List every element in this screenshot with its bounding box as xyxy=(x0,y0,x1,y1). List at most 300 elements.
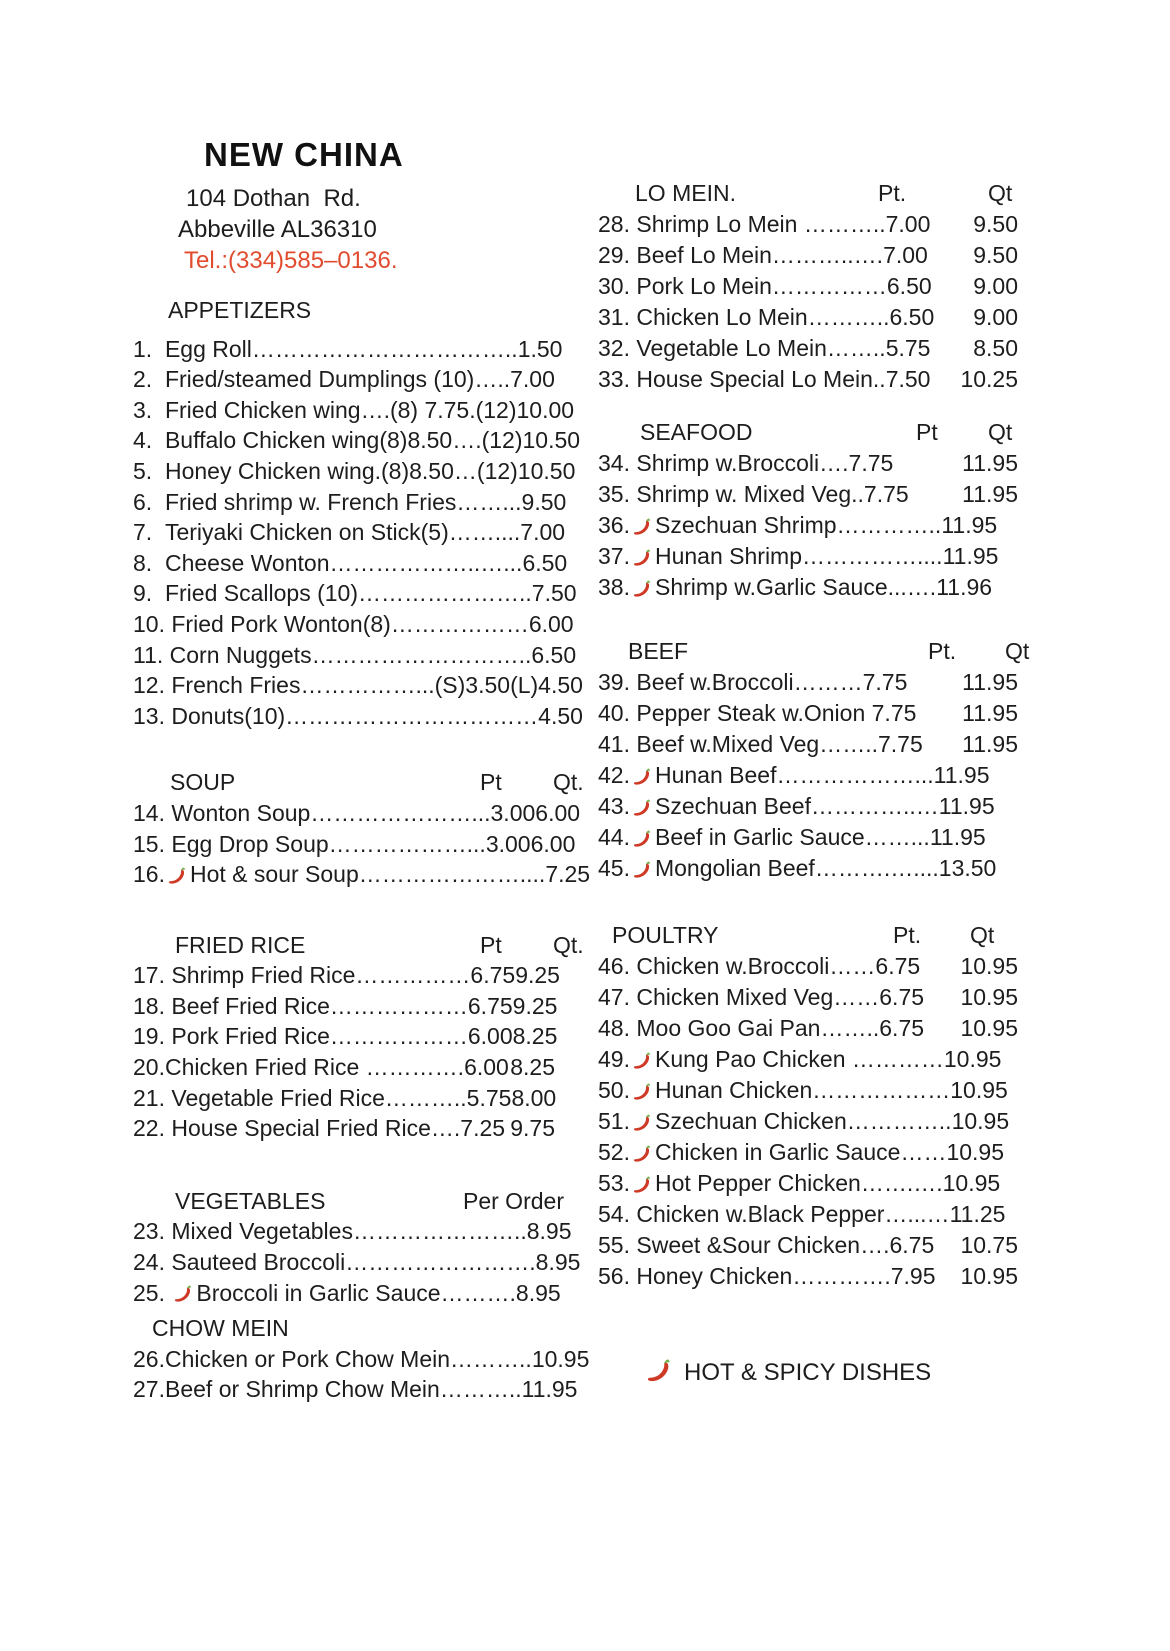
dot-leader: …….. xyxy=(820,1015,880,1041)
pt-column-label: Pt xyxy=(916,419,938,445)
dot-leader: ……………… xyxy=(812,1077,951,1103)
item-number: 51. xyxy=(598,1108,630,1134)
qt-column-label: Qt xyxy=(970,922,995,948)
item-pt-price: (12)10.50 xyxy=(481,427,581,454)
dot-leader: ……….. xyxy=(439,1376,522,1403)
menu-item-row xyxy=(598,364,1018,395)
dot-leader: …………… xyxy=(355,962,471,989)
item-name: Beef in Garlic Sauce xyxy=(654,824,865,850)
dot-leader: …… xyxy=(833,984,880,1010)
item-name: Chicken Fried Rice xyxy=(164,1054,366,1081)
dot-leader: …………….... xyxy=(802,543,943,569)
item-name: Sweet &Sour Chicken xyxy=(636,1232,861,1258)
item-pt-price: 7.75 xyxy=(871,700,917,726)
item-pt-price: 3.00 xyxy=(485,830,531,857)
item-name: Mongolian Beef xyxy=(654,855,815,881)
chili-pepper-icon xyxy=(631,859,654,882)
item-number: 12. xyxy=(133,672,172,699)
item-qt-price: 6.00 xyxy=(535,799,581,826)
item-number: 48. xyxy=(598,1015,637,1041)
item-name: Hot & sour Soup xyxy=(189,861,359,888)
section-title: APPETIZERS xyxy=(168,297,312,323)
item-pt-price: 11.95 xyxy=(929,824,986,850)
dot-leader: …. xyxy=(430,1115,461,1142)
pt-column-label: Pt. xyxy=(893,922,922,948)
item-qt-price: 11.95 xyxy=(962,669,1018,695)
section-header xyxy=(133,295,555,326)
dot-leader: ………… xyxy=(851,1046,944,1072)
dot-leader: …...… xyxy=(884,1201,950,1227)
menu-item-row xyxy=(133,1052,555,1083)
item-pt-price: 6.50 xyxy=(889,304,935,330)
item-pt-price: 7.75 xyxy=(862,669,908,695)
item-pt-price: 6.75 xyxy=(879,984,925,1010)
item-name: Hunan Chicken xyxy=(654,1077,813,1103)
menu-item-row xyxy=(133,425,581,456)
item-name: Pork Lo Mein xyxy=(636,273,772,299)
item-number: 7. xyxy=(133,519,165,546)
dot-leader: ………………….. xyxy=(352,1218,527,1245)
chili-pepper-icon xyxy=(631,547,654,570)
menu-item-row xyxy=(598,209,1018,240)
item-number: 30. xyxy=(598,273,637,299)
item-qt-price: 11.95 xyxy=(962,450,1018,476)
item-number: 38. xyxy=(598,574,630,600)
item-pt-price: (S)3.50(L)4.50 xyxy=(434,672,583,699)
menu-item-row xyxy=(598,951,1018,982)
menu-item-row xyxy=(133,960,560,991)
item-name: Beef Fried Rice xyxy=(171,992,330,1019)
menu-item-row xyxy=(133,334,563,365)
item-pt-price: 7.25 xyxy=(545,861,591,888)
chili-pepper-icon xyxy=(631,1174,654,1197)
item-pt-price: 5.75 xyxy=(466,1084,512,1111)
item-pt-price: 6.75 xyxy=(467,992,513,1019)
item-qt-price: 8.25 xyxy=(510,1054,555,1081)
item-pt-price: 11.95 xyxy=(938,793,995,819)
dot-leader: …. xyxy=(819,450,849,476)
item-number: 33. xyxy=(598,366,637,392)
menu-item-row xyxy=(133,609,574,640)
item-qt-price: 8.50 xyxy=(973,335,1018,361)
restaurant-name: NEW CHINA xyxy=(204,136,404,173)
dot-leader: …. xyxy=(360,396,390,423)
item-name: Fried Pork Wonton(8) xyxy=(171,610,391,637)
item-pt-price: 7.00 xyxy=(510,366,555,393)
item-name: Fried Scallops (10) xyxy=(164,580,358,607)
menu-item-row xyxy=(133,1021,558,1052)
menu-item-row xyxy=(598,982,1018,1013)
item-pt-price: 7.50 xyxy=(531,580,577,607)
menu-item-row xyxy=(133,1113,555,1144)
section-title: CHOW MEIN xyxy=(152,1315,289,1342)
item-number: 47. xyxy=(598,984,637,1010)
section-header xyxy=(133,767,584,798)
item-name: Chicken or Pork Chow Mein xyxy=(164,1345,451,1372)
item-number: 20. xyxy=(133,1054,165,1081)
dot-leader: ……….. xyxy=(807,304,890,330)
chili-pepper-icon xyxy=(172,1283,195,1306)
dot-leader: ………. xyxy=(440,1279,516,1306)
section-header xyxy=(598,178,1018,209)
item-pt-price: 11.95 xyxy=(933,762,990,788)
menu-item-row xyxy=(598,791,1018,822)
chili-pepper-icon xyxy=(631,578,654,601)
item-name: Corn Nuggets xyxy=(169,641,312,668)
section-title: VEGETABLES xyxy=(175,1187,326,1214)
dot-leader: …. xyxy=(452,427,482,454)
dot-leader: ……... xyxy=(864,824,930,850)
menu-item-row xyxy=(598,1106,1018,1137)
menu-item-row xyxy=(598,1168,1018,1199)
item-name: Shrimp w.Garlic Sauce xyxy=(654,574,888,600)
item-name: Chicken Mixed Veg xyxy=(636,984,834,1010)
address-block xyxy=(178,183,404,276)
menu-item-row xyxy=(133,456,576,487)
item-qt-price: 9.50 xyxy=(973,211,1018,237)
item-number: 2. xyxy=(133,366,165,393)
item-name: Hot Pepper Chicken xyxy=(654,1170,861,1196)
menu-section-lomein xyxy=(598,178,1018,395)
menu-section-beef xyxy=(598,636,1030,884)
item-name: Honey Chicken wing.(8)8.50 xyxy=(164,457,454,484)
item-name: Shrimp w.Broccoli xyxy=(636,450,820,476)
section-header xyxy=(598,920,1018,951)
menu-item-row xyxy=(598,572,1018,603)
item-name: Mixed Vegetables xyxy=(171,1218,353,1245)
item-pt-price: (8) 7.75.(12)10.00 xyxy=(389,396,575,423)
chili-pepper-icon xyxy=(631,766,654,789)
menu-column-left xyxy=(133,295,591,1405)
section-title: FRIED RICE xyxy=(175,931,306,958)
item-pt-price: 10.95 xyxy=(951,1108,1010,1134)
item-qt-price: 9.50 xyxy=(973,242,1018,268)
menu-header xyxy=(178,136,404,276)
item-number: 41. xyxy=(598,731,637,757)
item-qt-price: 9.00 xyxy=(973,273,1018,299)
menu-item-row xyxy=(133,364,555,395)
item-number: 10. xyxy=(133,610,172,637)
item-pt-price: 6.75 xyxy=(889,1232,935,1258)
item-number: 21. xyxy=(133,1084,172,1111)
item-name: Hunan Shrimp xyxy=(654,543,803,569)
dot-leader: …………………………….. xyxy=(251,335,518,362)
menu-item-row xyxy=(598,1044,1018,1075)
qt-column-label: Qt. xyxy=(553,769,584,796)
item-qt-price: 10.95 xyxy=(960,1015,1018,1041)
item-name: Pepper Steak w.Onion xyxy=(636,700,866,726)
item-name: Pork Fried Rice xyxy=(171,1023,330,1050)
item-number: 11. xyxy=(133,641,170,668)
item-pt-price: 8.95 xyxy=(515,1279,561,1306)
hot-spicy-legend-label: HOT & SPICY DISHES xyxy=(684,1359,932,1386)
item-number: 18. xyxy=(133,992,172,1019)
pt-column-label: Pt. xyxy=(878,180,907,206)
menu-item-row xyxy=(133,578,577,609)
dot-leader: ………………..…... xyxy=(329,549,523,576)
qt-column-label: Per Order xyxy=(463,1187,564,1214)
dot-leader: ……………… xyxy=(329,992,468,1019)
dot-leader: …………………... xyxy=(310,799,491,826)
dot-leader: ……... xyxy=(456,488,522,515)
chili-pepper-icon xyxy=(631,1143,654,1166)
dot-leader: ……………………….. xyxy=(311,641,532,668)
qt-column-label: Qt. xyxy=(553,931,584,958)
item-name: House Special Lo Mein xyxy=(636,366,873,392)
item-pt-price: 1.50 xyxy=(517,335,563,362)
item-number: 42. xyxy=(598,762,630,788)
item-pt-price: 3.00 xyxy=(490,799,536,826)
item-number: 44. xyxy=(598,824,630,850)
menu-item-row xyxy=(133,1344,590,1375)
menu-item-row xyxy=(133,701,583,732)
dot-leader: ……………… xyxy=(390,610,529,637)
dot-leader: …….... xyxy=(448,519,521,546)
item-qt-price: 9.75 xyxy=(510,1115,555,1142)
dot-leader: …………… xyxy=(771,273,887,299)
item-qt-price: 8.00 xyxy=(511,1084,557,1111)
item-pt-price: 7.75 xyxy=(878,731,923,757)
item-pt-price: 6.50 xyxy=(531,641,577,668)
item-pt-price: 10.95 xyxy=(946,1139,1004,1165)
dot-leader: …….…. xyxy=(860,1170,943,1196)
item-pt-price: 6.50 xyxy=(522,549,568,576)
menu-item-row xyxy=(598,1013,1018,1044)
menu-item-row xyxy=(133,1083,555,1114)
qt-column-label: Qt xyxy=(988,419,1013,445)
menu-section-soup xyxy=(133,767,591,889)
item-number: 54. xyxy=(598,1201,637,1227)
section-title: POULTRY xyxy=(612,922,719,948)
item-pt-price: 4.50 xyxy=(538,702,583,729)
dot-leader: ……….. xyxy=(803,211,886,237)
menu-item-row xyxy=(133,395,575,426)
section-title: BEEF xyxy=(628,638,689,664)
menu-item-row xyxy=(598,760,1018,791)
dot-leader: ………………... xyxy=(328,830,486,857)
item-number: 46. xyxy=(598,953,637,979)
item-pt-price: 8.95 xyxy=(535,1249,581,1276)
item-number: 32. xyxy=(598,335,637,361)
dot-leader: .. xyxy=(872,366,886,392)
chili-pepper-icon xyxy=(166,865,189,888)
item-name: House Special Fried Rice xyxy=(171,1115,431,1142)
item-qt-price: 11.95 xyxy=(962,731,1018,757)
item-pt-price: 6.50 xyxy=(886,273,932,299)
item-qt-price: 10.95 xyxy=(960,953,1018,979)
dot-leader: ………………….. xyxy=(358,580,532,607)
menu-section-friedrice xyxy=(133,930,584,1144)
item-name: Beef w.Mixed Veg xyxy=(636,731,820,757)
item-name: Vegetable Fried Rice xyxy=(171,1084,385,1111)
dot-leader: ……… xyxy=(793,669,863,695)
item-number: 13. xyxy=(133,702,172,729)
item-qt-price: 8.25 xyxy=(512,1023,558,1050)
dot-leader: …. xyxy=(860,1232,890,1258)
item-name: Moo Goo Gai Pan xyxy=(636,1015,821,1041)
dot-leader: ……….. xyxy=(450,1345,532,1372)
menu-item-row xyxy=(598,1137,1018,1168)
item-pt-price: 6.00 xyxy=(464,1054,509,1081)
item-qt-price: 11.95 xyxy=(962,481,1018,507)
dot-leader: ……………... xyxy=(300,672,435,699)
dot-leader: ……………… xyxy=(329,1023,468,1050)
item-number: 45. xyxy=(598,855,630,881)
item-name: Chicken Lo Mein xyxy=(636,304,808,330)
item-number: 43. xyxy=(598,793,630,819)
dot-leader: .. xyxy=(851,481,864,507)
menu-item-row xyxy=(598,729,1018,760)
item-name: Beef Lo Mein xyxy=(636,242,772,268)
item-number: 25. xyxy=(133,1279,172,1306)
item-number: 26. xyxy=(133,1345,165,1372)
dot-leader: ………….. xyxy=(846,1108,952,1134)
menu-item-row xyxy=(133,487,567,518)
dot-leader: ...…. xyxy=(887,574,937,600)
menu-item-row xyxy=(133,798,581,829)
item-name: Kung Pao Chicken xyxy=(654,1046,852,1072)
menu-column-right xyxy=(598,178,1030,1390)
item-number: 3. xyxy=(133,396,165,423)
menu-item-row xyxy=(598,240,1018,271)
menu-item-row xyxy=(133,1247,581,1278)
menu-section-seafood xyxy=(598,417,1018,603)
menu-section-appetizers xyxy=(133,295,583,731)
item-number: 1. xyxy=(133,335,165,362)
menu-item-row xyxy=(598,510,1018,541)
chili-pepper-icon xyxy=(643,1356,684,1390)
item-number: 14. xyxy=(133,799,172,826)
item-name: Sauteed Broccoli xyxy=(171,1249,346,1276)
item-pt-price: 7.95 xyxy=(890,1263,936,1289)
item-number: 36. xyxy=(598,512,630,538)
pt-column-label: Pt. xyxy=(928,638,957,664)
item-name: Egg Drop Soup xyxy=(171,830,329,857)
item-name: Fried shrimp w. French Fries xyxy=(164,488,457,515)
item-name: Broccoli in Garlic Sauce xyxy=(196,1279,441,1306)
menu-item-row xyxy=(598,333,1018,364)
item-number: 24. xyxy=(133,1249,172,1276)
menu-section-poultry xyxy=(598,920,1018,1292)
item-qt-price: 10.25 xyxy=(960,366,1018,392)
item-pt-price: 8.95 xyxy=(526,1218,572,1245)
section-header xyxy=(598,417,1018,448)
section-header xyxy=(598,636,1030,667)
item-name: Beef w.Broccoli xyxy=(636,669,794,695)
item-qt-price: 9.25 xyxy=(515,962,560,989)
item-name: Szechuan Shrimp xyxy=(654,512,837,538)
dot-leader: …… xyxy=(829,953,876,979)
section-title: SOUP xyxy=(170,769,236,796)
menu-item-row xyxy=(133,548,568,579)
item-name: Honey Chicken xyxy=(636,1263,793,1289)
dot-leader: …….. xyxy=(819,731,878,757)
item-pt-price: 6.00 xyxy=(528,610,574,637)
item-name: Shrimp w. Mixed Veg xyxy=(636,481,852,507)
dot-leader: ………….. xyxy=(836,512,942,538)
menu-item-row xyxy=(133,991,558,1022)
item-number: 19. xyxy=(133,1023,172,1050)
item-number: 4. xyxy=(133,427,165,454)
menu-item-row xyxy=(133,1278,561,1309)
dot-leader: ………………….... xyxy=(358,861,546,888)
item-name: Egg Roll xyxy=(164,335,252,362)
menu-item-row xyxy=(598,853,1018,884)
item-pt-price: 7.00 xyxy=(883,242,928,268)
item-pt-price: 6.00 xyxy=(467,1023,513,1050)
chili-pepper-icon xyxy=(631,1112,654,1135)
dot-leader: …………. xyxy=(792,1263,891,1289)
item-pt-price: 10.95 xyxy=(942,1170,1001,1196)
item-name: Hunan Beef xyxy=(654,762,777,788)
item-pt-price: 9.50 xyxy=(521,488,567,515)
menu-section-chowmein xyxy=(133,1313,590,1405)
dot-leader: ….. xyxy=(474,366,511,393)
pt-column-label: Pt xyxy=(480,931,502,958)
item-pt-price: 11.95 xyxy=(942,543,999,569)
item-pt-price: 10.95 xyxy=(950,1077,1008,1103)
item-name: Szechuan Beef xyxy=(654,793,811,819)
item-pt-price: 11.96 xyxy=(936,574,993,600)
dot-leader: …………………………… xyxy=(285,702,539,729)
hot-spicy-legend xyxy=(598,1356,1018,1390)
dot-leader: …………. xyxy=(365,1054,465,1081)
section-header xyxy=(133,930,584,961)
item-pt-price: 11.95 xyxy=(941,512,998,538)
item-name: Beef or Shrimp Chow Mein xyxy=(164,1376,440,1403)
item-pt-price: 5.75 xyxy=(885,335,931,361)
item-number: 49. xyxy=(598,1046,630,1072)
item-name: Vegetable Lo Mein xyxy=(636,335,827,361)
item-name: Chicken w.Broccoli xyxy=(636,953,830,979)
item-qt-price: 11.95 xyxy=(962,700,1018,726)
pt-column-label: Pt xyxy=(480,769,502,796)
item-pt-price: 7.50 xyxy=(885,366,931,392)
menu-item-row xyxy=(598,698,1018,729)
item-qt-price: 10.75 xyxy=(960,1232,1018,1258)
item-name: Teriyaki Chicken on Stick(5) xyxy=(164,519,449,546)
item-pt-price: 7.75 xyxy=(863,481,909,507)
menu-item-row xyxy=(598,448,1018,479)
address-line-1: 104 Dothan Rd. xyxy=(186,185,361,212)
qt-column-label: Qt xyxy=(1005,638,1030,664)
menu-item-row xyxy=(598,1075,1018,1106)
item-number: 29. xyxy=(598,242,637,268)
item-number: 50. xyxy=(598,1077,630,1103)
item-number: 35. xyxy=(598,481,637,507)
menu-item-row xyxy=(598,1261,1018,1292)
menu-item-row xyxy=(133,640,577,671)
chili-pepper-icon xyxy=(631,1081,654,1104)
item-qt-price: 10.95 xyxy=(960,1263,1018,1289)
menu-item-row xyxy=(598,479,1018,510)
item-qt-price: 9.00 xyxy=(973,304,1018,330)
item-pt-price: 11.95 xyxy=(521,1376,578,1403)
menu-item-row xyxy=(133,829,576,860)
chili-pepper-icon xyxy=(644,1356,675,1387)
section-header xyxy=(133,1186,564,1217)
item-pt-price: 10.95 xyxy=(943,1046,1002,1072)
item-number: 9. xyxy=(133,580,165,607)
item-name: Szechuan Chicken xyxy=(654,1108,847,1134)
chili-pepper-icon xyxy=(631,797,654,820)
sections-left xyxy=(133,295,591,1405)
phone-number: Tel.:(334)585–0136. xyxy=(184,247,398,274)
item-pt-price: 7.00 xyxy=(885,211,931,237)
item-pt-price: (12)10.50 xyxy=(476,457,576,484)
item-pt-price: 6.75 xyxy=(879,1015,925,1041)
item-number: 37. xyxy=(598,543,630,569)
